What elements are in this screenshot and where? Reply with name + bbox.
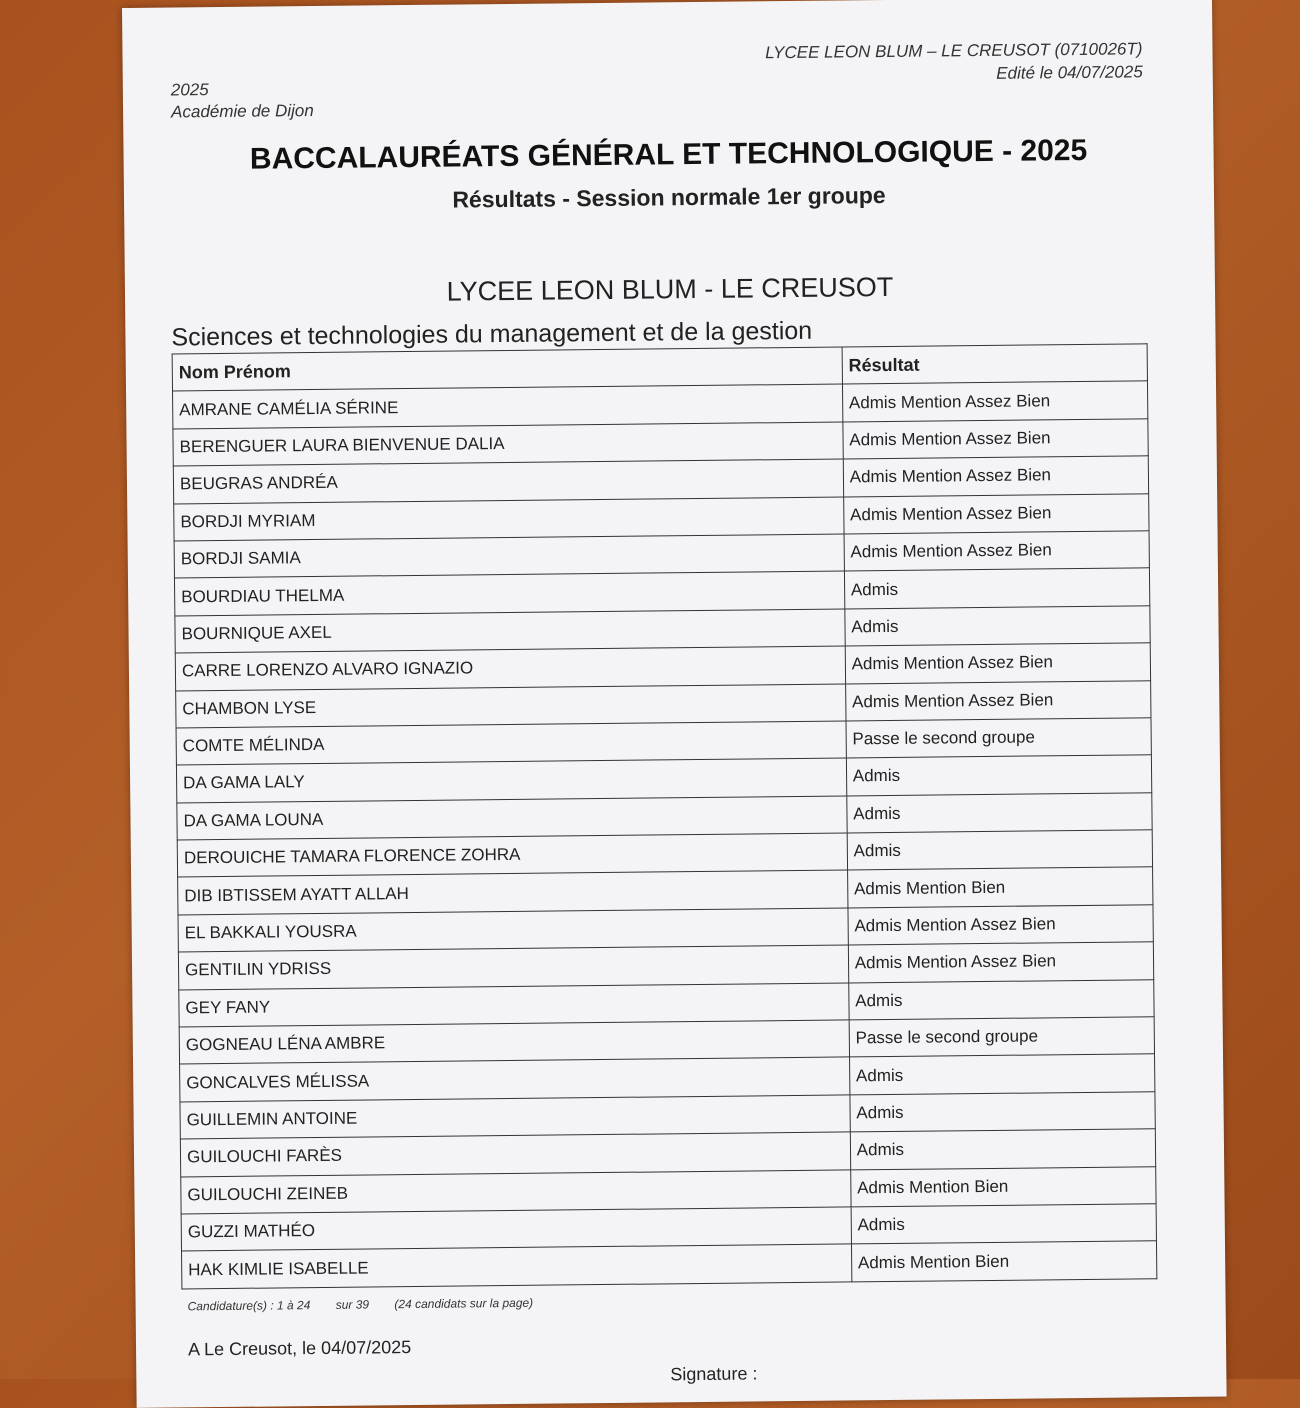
candidate-result: Admis Mention Assez Bien	[844, 531, 1150, 572]
candidate-name: BOURNIQUE AXEL	[175, 609, 845, 653]
candidature-total: sur 39	[335, 1297, 370, 1312]
candidate-result: Admis	[850, 1129, 1156, 1170]
results-table	[172, 343, 1158, 1289]
candidate-name: GUILLEMIN ANTOINE	[180, 1095, 850, 1139]
candidate-result: Admis Mention Assez Bien	[842, 381, 1148, 422]
candidate-name: BORDJI SAMIA	[174, 534, 844, 578]
candidate-name: DEROUICHE TAMARA FLORENCE ZOHRA	[177, 833, 847, 877]
candidate-name: DIB IBTISSEM AYATT ALLAH	[178, 870, 848, 914]
candidate-result: Passe le second groupe	[846, 718, 1152, 759]
candidate-result: Admis	[846, 755, 1152, 796]
header-year: 2025	[170, 80, 209, 100]
candidate-result: Admis	[847, 830, 1153, 871]
candidature-per-page: (24 candidats sur la page)	[394, 1295, 534, 1312]
candidate-result: Admis	[848, 979, 1154, 1020]
candidate-name: GENTILIN YDRISS	[178, 945, 848, 989]
header-school-code: LYCEE LEON BLUM – LE CREUSOT (0710026T)	[765, 39, 1143, 63]
candidate-name: GUZZI MATHÉO	[181, 1207, 851, 1251]
candidate-name: DA GAMA LALY	[176, 758, 846, 802]
candidate-result: Passe le second groupe	[849, 1017, 1155, 1058]
page-title: BACCALAURÉATS GÉNÉRAL ET TECHNOLOGIQUE - 2025	[249, 133, 1088, 176]
header-edited-date: Edité le 04/07/2025	[996, 62, 1143, 83]
candidate-result: Admis	[844, 568, 1150, 609]
candidate-result: Admis	[851, 1204, 1157, 1245]
candidate-name: BORDJI MYRIAM	[174, 497, 844, 541]
candidate-result: Admis Mention Assez Bien	[843, 419, 1149, 460]
page-subtitle: Résultats - Session normale 1er groupe	[452, 182, 886, 213]
candidate-result: Admis Mention Assez Bien	[845, 680, 1151, 721]
candidate-result: Admis Mention Assez Bien	[843, 456, 1149, 497]
candidate-result: Admis Mention Assez Bien	[845, 643, 1151, 684]
column-header-name: Nom Prénom	[172, 347, 842, 391]
candidate-name: DA GAMA LOUNA	[177, 796, 847, 840]
candidate-name: BERENGUER LAURA BIENVENUE DALIA	[173, 422, 843, 466]
candidate-result: Admis Mention Assez Bien	[848, 942, 1154, 983]
candidate-result: Admis Mention Bien	[847, 867, 1153, 908]
candidature-range: Candidature(s) : 1 à 24	[187, 1298, 311, 1314]
candidate-name: GUILOUCHI ZEINEB	[181, 1170, 851, 1214]
candidate-name: HAK KIMLIE ISABELLE	[182, 1244, 852, 1288]
candidate-result: Admis	[849, 1054, 1155, 1095]
candidate-name: GOGNEAU LÉNA AMBRE	[179, 1020, 849, 1064]
header-right	[765, 37, 1143, 87]
candidate-result: Admis Mention Bien	[851, 1241, 1157, 1282]
candidate-result: Admis	[847, 792, 1153, 833]
school-name: LYCEE LEON BLUM - LE CREUSOT	[446, 271, 894, 307]
column-header-result: Résultat	[842, 344, 1148, 385]
candidate-result: Admis Mention Bien	[850, 1166, 1156, 1207]
signature-label: Signature :	[670, 1363, 758, 1385]
header-left	[171, 78, 314, 123]
candidate-name: GEY FANY	[179, 983, 849, 1027]
section-title: Sciences et technologies du management et de la gestion	[171, 316, 813, 352]
candidate-result: Admis	[850, 1092, 1156, 1133]
candidate-result: Admis Mention Assez Bien	[848, 905, 1154, 946]
candidate-name: BOURDIAU THELMA	[174, 571, 844, 615]
candidate-result: Admis	[845, 606, 1151, 647]
candidate-name: BEUGRAS ANDRÉA	[173, 459, 843, 503]
candidate-name: GONCALVES MÉLISSA	[180, 1057, 850, 1101]
candidate-name: EL BAKKALI YOUSRA	[178, 908, 848, 952]
candidate-name: COMTE MÉLINDA	[176, 721, 846, 765]
candidate-name: CARRE LORENZO ALVARO IGNAZIO	[175, 646, 845, 690]
candidate-name: AMRANE CAMÉLIA SÉRINE	[173, 384, 843, 428]
candidate-result: Admis Mention Assez Bien	[843, 493, 1149, 534]
place-date: A Le Creusot, le 04/07/2025	[187, 1337, 412, 1360]
header-academy: Académie de Dijon	[170, 100, 314, 122]
candidate-name: CHAMBON LYSE	[176, 683, 846, 727]
candidate-name: GUILOUCHI FARÈS	[180, 1132, 850, 1176]
results-sheet	[122, 0, 1227, 1408]
candidature-count	[188, 1296, 556, 1314]
